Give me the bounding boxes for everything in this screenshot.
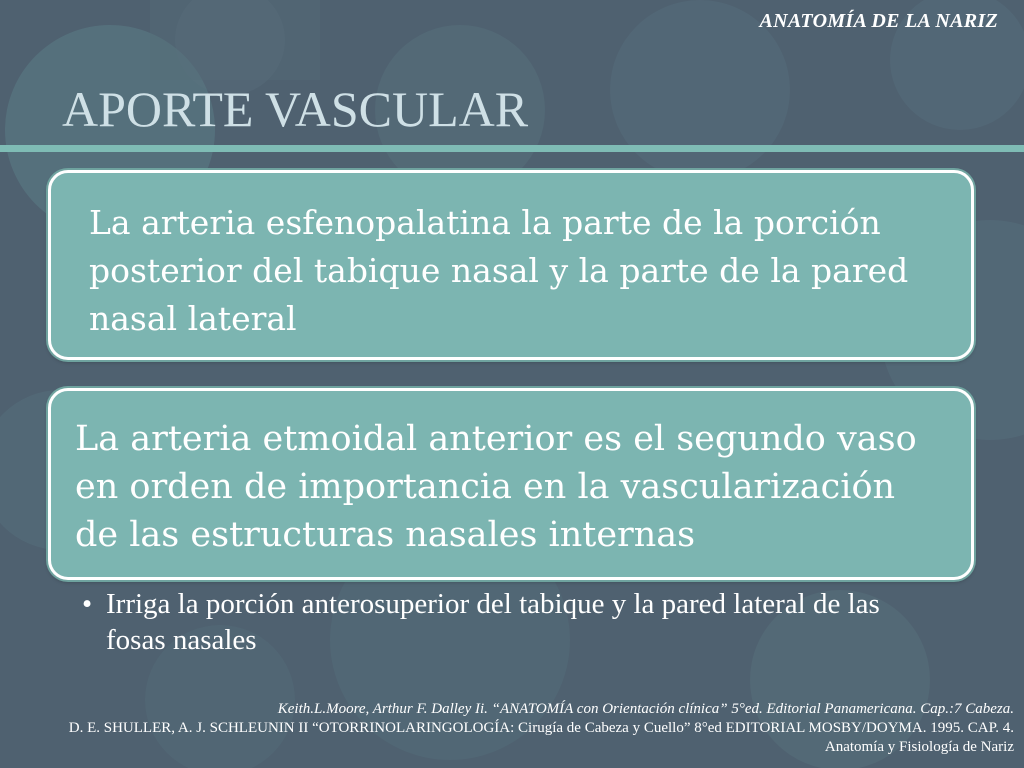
content-box-etmoidal xyxy=(48,388,974,580)
box-esfenopalatina-text: La arteria esfenopalatina la parte de la porción posterior del tabique nasal y la parte de la pared nasal lateral xyxy=(89,203,909,338)
reference-shuller: D. E. SHULLER, A. J. SCHLEUNIN II “OTORRINOLARINGOLOGÍA: Cirugía de Cabeza y Cuello” 8°ed EDITORIAL MOSBY/DOYMA. 1995. CAP. 4. xyxy=(68,720,1014,736)
bullet-marker: • xyxy=(82,588,93,620)
bullet-text: Irriga la porción anterosuperior del tabique y la pared lateral de las fosas nasales xyxy=(106,588,880,656)
reference-anatomia-fisiologia: Anatomía y Fisiología de Nariz xyxy=(824,739,1014,755)
references xyxy=(4,700,1014,757)
box-etmoidal-text: La arteria etmoidal anterior es el segundo vaso en orden de importancia en la vascularización de las estructuras nasales internas xyxy=(75,419,917,555)
title-divider xyxy=(0,145,1024,152)
content-box-esfenopalatina xyxy=(48,170,974,360)
reference-moore: Keith.L.Moore, Arthur F. Dalley Ii. “ANATOMÍA con Orientación clínica” 5°ed. Editorial Panamericana. Cap.:7 Cabeza. xyxy=(277,701,1014,717)
slide-title: APORTE VASCULAR xyxy=(62,81,529,137)
bullet-item xyxy=(82,586,942,658)
section-header: ANATOMÍA DE LA NARIZ xyxy=(759,10,998,32)
